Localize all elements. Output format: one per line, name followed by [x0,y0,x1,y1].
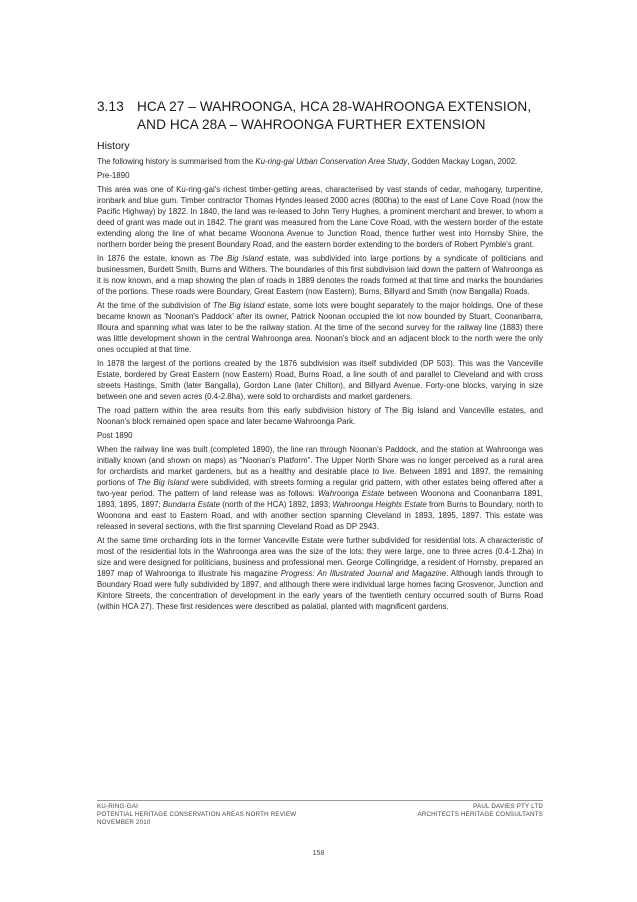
footer-date: NOVEMBER 2010 [97,819,151,826]
paragraph-3-italic: The Big Island [212,301,265,310]
paragraph-3-text: At the time of the subdivision of [97,301,213,310]
paragraph-3-text-end: estate, some lots were bought separately to the major holdings. One of these became known as 'Noonan's Paddock' after its owner, Patrick Noonan occupied the lot now bounded by Stuart, Coonanbarra, Illoura and spanning what was later to be the railway station. At the time of the second survey for the railway line (1883) there was little development shown in the central Wahroonga area. Noonan's block and an adjacent block to the north were the only ones occupied at that time. [97,301,543,354]
intro-text-end: , Godden Mackay Logan, 2002. [407,157,518,166]
footer-council: KU-RING-GAI [97,803,139,810]
heading-title-1: HCA 27 – WAHROONGA, HCA 28-WAHROONGA EXTENSION, [137,99,532,114]
heading-title-2: AND HCA 28A – WAHROONGA FURTHER EXTENSION [137,117,486,132]
paragraph-2 [97,253,543,297]
section-number: 3.13 [97,99,124,114]
footer-firm: PAUL DAVIES PTY LTD [473,803,543,810]
paragraph-1: This area was one of Ku-ring-gai's richest timber-getting areas, characterised by vast stands of cedar, mahogany, turpentine, ironbark and blue gum. Timber contractor Thomas Hyndes leased 2000 acres (800ha) to the east of Lane Cove Road (now the Pacific Highway) by 1822. In 1840, the land was re-leased to John Terry Hughes, a prominent merchant and brewer, to whom a deed of grant was made out in 1842. The grant was measured from the Lane Cove Road, with the western border of the estate extending along the line of what became Woonona Avenue to Junction Road, thence further west into Hornsby Shire, the northern border being the present Boundary Road, and the eastern border extending to the borders of Robert Pymble's grant. [97,185,543,249]
paragraph-6-text-a: When the railway line was built (completed 1890), the line ran through Noonan's Paddock, and the station at Wahroonga was initially known (and shown on maps) as "Noonan's Platform". The Upper North Shore was no longer perceived as a rural area for orchardists and market gardeners, but as a healthy and desirable place to live. Between 1891 and 1897, the remaining portions of [97,445,543,487]
intro-paragraph [97,156,543,167]
page-number: 158 [312,850,325,857]
footer-firm-type: ARCHITECTS HERITAGE CONSULTANTS [417,811,543,818]
paragraph-6-italic-1: The Big Island [137,478,189,487]
paragraph-5: The road pattern within the area results from this early subdivision history of The Big Island and Vanceville estates, and Noonan's block remained open space and later became Wahroonga Park. [97,406,543,426]
paragraph-2-text: In 1876 the estate, known as [97,254,210,263]
paragraph-6-text-b: were subdivided, with streets forming a regular grid pattern, with other estates being offered after a two-year period. The pattern of land release was as follows: [97,478,543,498]
paragraph-6-text-e: from Burns to Boundary, north to Woonona and east to Eastern Road, and with another section spanning Cleveland in 1893, 1895, 1897. This estate was released in several sections, with the first spanning Cleveland Road as DP 2943. [97,500,543,531]
post-1890-heading: Post 1890 [97,431,133,440]
paragraph-7-text: At the same time orcharding lots in the former Vanceville Estate were further subdivided for residential lots. A characteristic of most of the residential lots in the Wahroonga area was the size of the lots; they were large, one to three acres (0.4-1.2ha) in size and were designed for politicians, business and professional men. George Collingridge, a resident of Hornsby, prepared an 1897 map of Wahroonga to illustrate his magazine [97,536,543,578]
footer-right [330,803,543,819]
footer-report-title: POTENTIAL HERITAGE CONSERVATION AREAS NORTH REVIEW [97,811,297,818]
paragraph-6-italic-2: Wahroonga Estate [318,489,385,498]
paragraph-7-italic: Progress: An Illustrated Journal and Magazine [280,569,447,578]
paragraph-2-italic: The Big Island [209,254,264,263]
paragraph-6-text-d: (north of the HCA) 1892, 1893; [219,500,333,509]
intro-source-title: Ku-ring-gai Urban Conservation Area Study [255,157,408,166]
paragraph-2-text-end: estate, was subdivided into large portions by a syndicate of politicians and businessmen, Burdett Smith, Burns and Withers. The boundaries of this first subdivision laid down the pattern of Wahroonga as it is now known, and a map showing the plan of roads in 1889 denotes the roads formed at that time and marks the boundaries of the portions. These roads were Boundary, Great Eastern (now Eastern), Burns, Billyard and Smith (now Bangalla) Roads. [97,254,544,296]
section-heading [97,98,567,134]
intro-text: The following history is summarised from the [97,157,256,166]
heading-line-1 [97,98,567,116]
paragraph-7-text-end: . Although lands through to Boundary Road were fully subdivided by 1897, and although there were individual large homes facing Grosvenor, Junction and Kintore Streets, the concentration of development in the early years of the twentieth century occurred south of Burns Road (within HCA 27). These first residences were described as palatial, planted with magnificent gardens. [97,569,543,611]
body-text [97,156,543,615]
paragraph-6-text-c: between Woonona and Coonanbarra 1891, 1893, 1895, 1897; [97,489,543,509]
pre-1890-heading: Pre-1890 [97,171,130,180]
paragraph-3 [97,300,543,355]
paragraph-6-italic-3: Bundarra Estate [162,500,220,509]
paragraph-7 [97,535,543,612]
paragraph-6 [97,444,543,532]
footer-divider [97,800,543,801]
paragraph-6-italic-4: Wahroonga Heights Estate [332,500,427,509]
footer-left [97,803,296,827]
paragraph-4: In 1878 the largest of the portions created by the 1876 subdivision was itself subdivided (DP 503). This was the Vanceville Estate, bordered by Great Eastern (now Eastern) Road, Burns Road, a line south of and parallel to Cleveland and with cross streets Hastings, Smith (later Bangalla), Gordon Lane (later Chilton), and Billyard Avenue. Forty-one blocks, varying in size between one and seven acres (0.4-2.8ha), were sold to orchardists and market gardeners. [97,359,543,401]
history-subheading: History [97,140,130,152]
